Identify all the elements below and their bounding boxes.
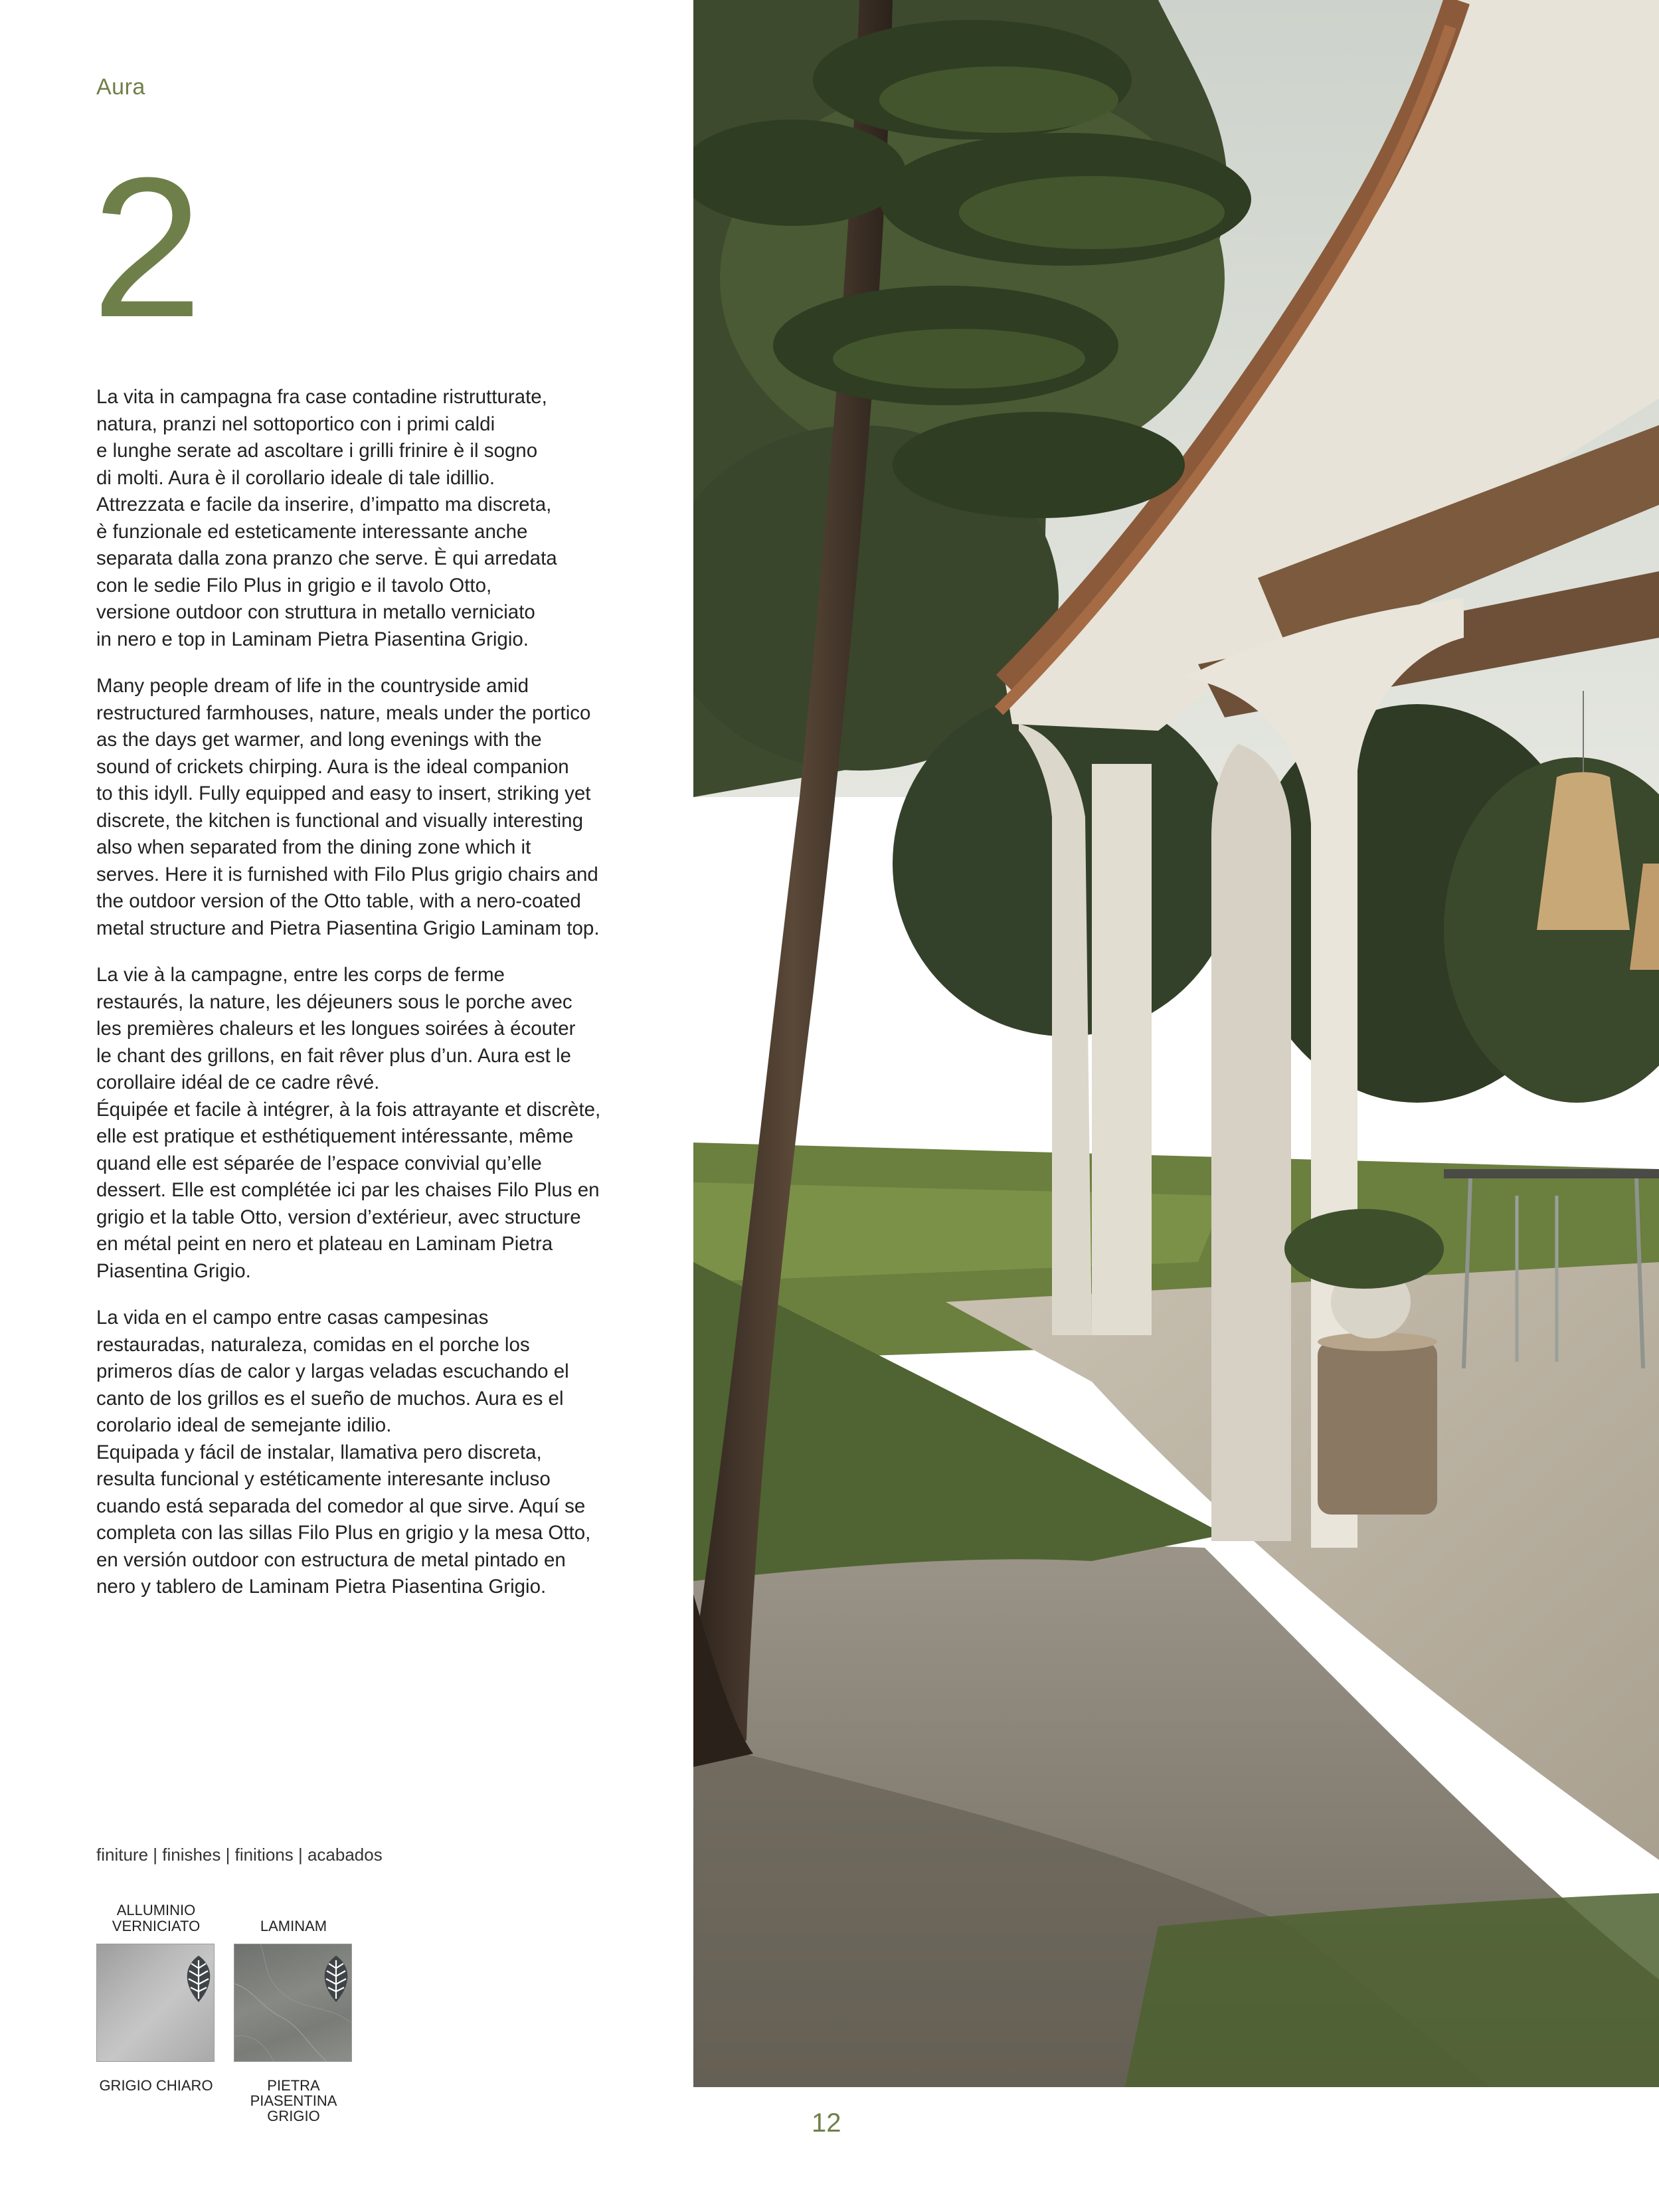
paragraph-spanish: La vida en el campo entre casas campesinas restauradas, naturaleza, comidas en el porche los primeros días de calor y largas veladas escuchando el canto de los grillos es el sueño de muchos. Aura es el corolario ideal de semejante idilio. Equipada y fácil de instalar, llamativa pero discreta, resulta funcional y estéticamente interesante incluso cuando está separada del comedor al que sirve. Aquí se completa con las sillas Filo Plus en grigio y la mesa Otto, en versión outdoor con estructura de metal pintado en nero y tablero de Laminam Pietra Piasentina Grigio. [96,1307,591,1598]
leaf-icon [178,1954,219,2004]
finish-color-label: PIETRA PIASENTINA GRIGIO [250,2077,337,2124]
leaf-icon [315,1954,357,2004]
finish-material-label: ALLUMINIO VERNICIATO [112,1902,201,1934]
finish-swatch-alluminio [96,1901,216,2093]
paragraph-french: La vie à la campagne, entre les corps de ferme restaurés, la nature, les déjeuners sous le porche avec les premières chaleurs et les longues soirées à écouter le chant des grillons, en fait rêver plus d’un. Aura est le corollaire idéal de ce cadre rêvé. Équipée et facile à intégrer, à la fois attrayante et discrète, elle est pratique et esthétiquement intéressante, même quand elle est séparée de l’espace convivial qu’elle dessert. Elle est complétée ici par les chaises Filo Plus en grigio et la table Otto, version d’extérieur, avec structure en métal peint en nero et plateau en Laminam Pietra Piasentina Grigio. [96,964,601,1282]
brand-title: Aura [96,74,145,100]
outdoor-portico-photo [693,0,1659,2087]
finish-swatch-pietra-piasentina [234,1944,352,2062]
finish-swatch-grigio-chiaro [96,1944,215,2062]
finish-color-label: GRIGIO CHIARO [99,2077,213,2094]
finish-material-label: LAMINAM [260,1918,327,1934]
finish-swatch-laminam [234,1901,353,2124]
finishes-label: finiture | finishes | finitions | acabados [96,1845,383,1865]
page-number: 12 [812,2108,841,2138]
paragraph-english: Many people dream of life in the countryside amid restructured farmhouses, nature, meals under the portico as the days get warmer, and long evenings with the sound of crickets chirping. Aura is the ideal companion to this idyll. Fully equipped and easy to insert, striking yet discrete, the kitchen is functional and visually interesting also when separated from the dining zone which it serves. Here it is furnished with Filo Plus grigio chairs and the outdoor version of the Otto table, with a nero-coated metal structure and Pietra Piasentina Grigio Laminam top. [96,675,600,939]
paragraph-italian: La vita in campagna fra case contadine ristrutturate, natura, pranzi nel sottoportico con i primi caldi e lunghe serate ad ascoltare i grilli frinire è il sogno di molti. Aura è il corollario ideale di tale idillio. Attrezzata e facile da inserire, d’impatto ma discreta, è funzionale ed esteticamente interessante anche separata dalla zona pranzo che serve. È qui arredata con le sedie Filo Plus in grigio e il tavolo Otto, versione outdoor con struttura in metallo verniciato in nero e top in Laminam Pietra Piasentina Grigio. [96,386,557,650]
section-number: 2 [92,136,203,359]
description-text [96,384,628,1621]
